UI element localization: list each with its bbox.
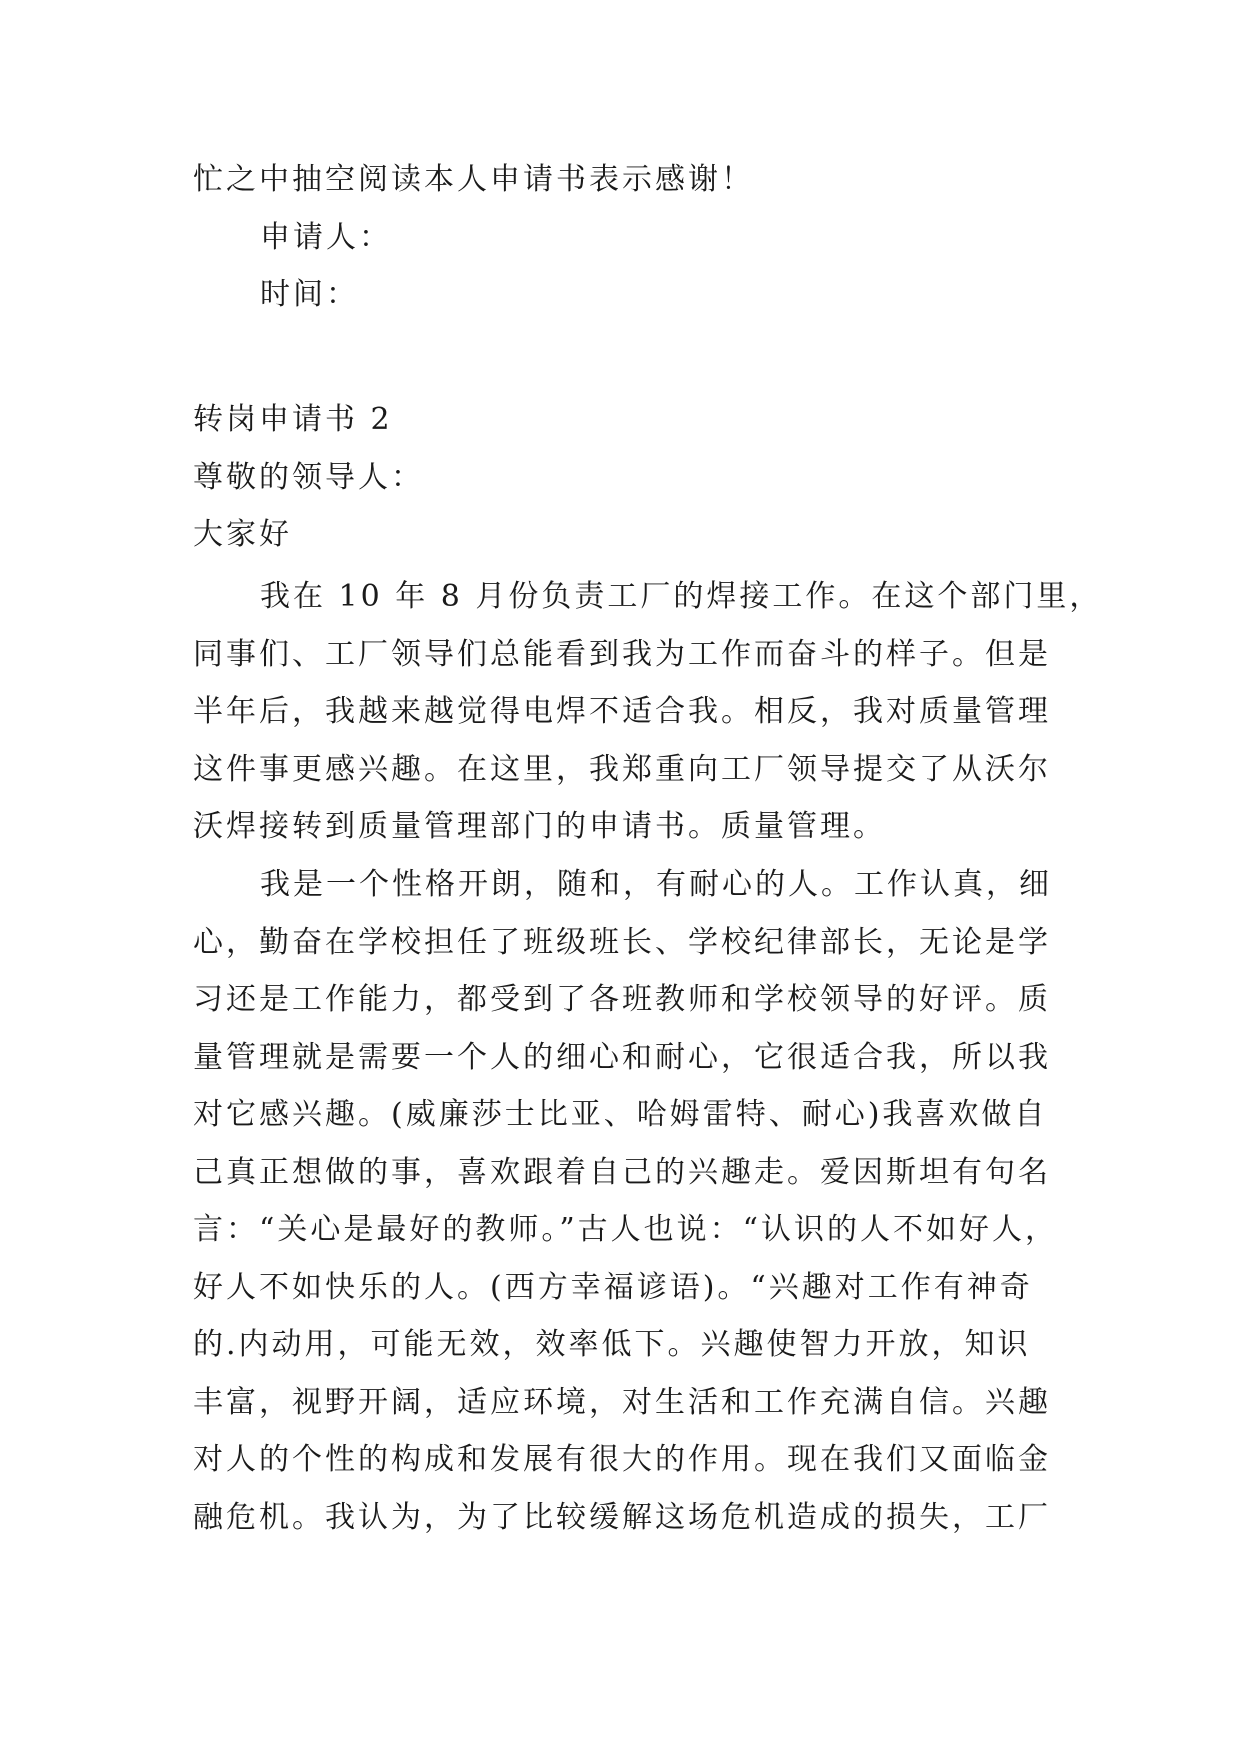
paragraph-line: 习还是工作能力，都受到了各班教师和学校领导的好评。质: [193, 982, 1051, 1017]
paragraph-line: 好人不如快乐的人。(西方幸福谚语)。“兴趣对工作有神奇: [193, 1269, 1033, 1305]
closing-thanks-line: 忙之中抽空阅读本人申请书表示感谢！: [193, 162, 754, 197]
paragraph-2: [193, 856, 1059, 1546]
paragraph-line: 丰富，视野开阔，适应环境，对生活和工作充满自信。兴趣: [193, 1384, 1051, 1420]
paragraph-line: 言：“关心是最好的教师。”古人也说：“认识的人不如好人，: [193, 1212, 1059, 1247]
greeting: 大家好: [193, 517, 292, 552]
paragraph-line: 对它感兴趣。(威廉莎士比亚、哈姆雷特、耐心)我喜欢做自: [193, 1097, 1048, 1132]
paragraph-line: 我在 10 年 8 月份负责工厂的焊接工作。在这个部门里，: [260, 579, 1103, 614]
paragraph-line: 己真正想做的事，喜欢跟着自己的兴趣走。爱因斯坦有句名: [193, 1154, 1051, 1190]
paragraph-line: 融危机。我认为，为了比较缓解这场危机造成的损失，工厂: [193, 1499, 1051, 1535]
paragraph-line: 这件事更感兴趣。在这里，我郑重向工厂领导提交了从沃尔: [193, 751, 1051, 787]
paragraph-line: 半年后，我越来越觉得电焊不适合我。相反，我对质量管理: [193, 694, 1051, 729]
paragraph-line: 对人的个性的构成和发展有很大的作用。现在我们又面临金: [193, 1442, 1051, 1477]
paragraph-line: 的.内动用，可能无效，效率低下。兴趣使智力开放，知识: [193, 1327, 1031, 1362]
salutation: 尊敬的领导人：: [193, 460, 424, 495]
time-label: 时间：: [260, 277, 359, 312]
paragraph-line: 我是一个性格开朗，随和，有耐心的人。工作认真，细: [260, 867, 1052, 902]
paragraph-line: 沃焊接转到质量管理部门的申请书。质量管理。: [193, 809, 886, 844]
section-title: 转岗申请书 2: [193, 402, 393, 437]
paragraph-line: 心，勤奋在学校担任了班级班长、学校纪律部长，无论是学: [193, 924, 1051, 960]
paragraph-1: [193, 568, 1103, 856]
paragraph-line: 量管理就是需要一个人的细心和耐心，它很适合我，所以我: [193, 1039, 1051, 1075]
applicant-label: 申请人：: [260, 220, 392, 255]
paragraph-line: 同事们、工厂领导们总能看到我为工作而奋斗的样子。但是: [193, 636, 1051, 672]
